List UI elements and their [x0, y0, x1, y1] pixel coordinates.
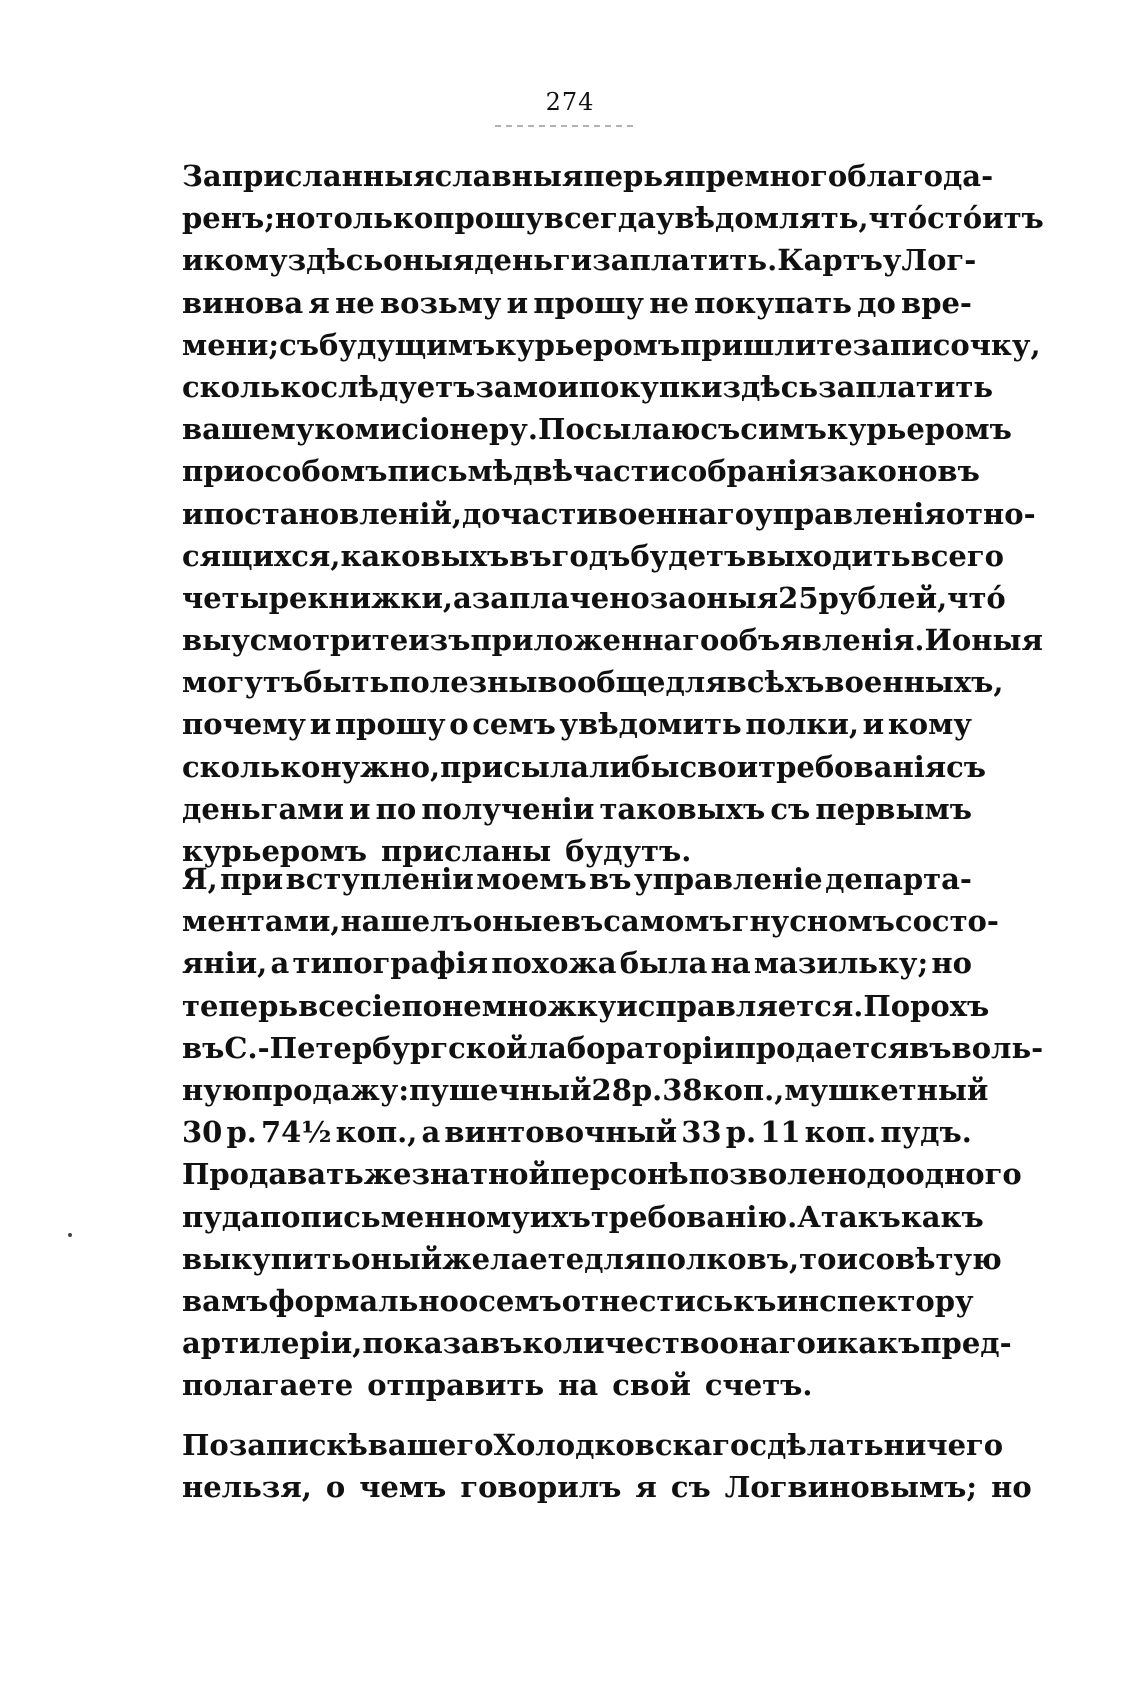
- word: свой: [612, 1368, 691, 1403]
- word: съ: [279, 327, 319, 362]
- text-line: [182, 900, 999, 942]
- word: немножку: [442, 988, 617, 1023]
- text-line: [182, 577, 1006, 619]
- text-line: [182, 788, 972, 830]
- word: о: [449, 707, 469, 742]
- word: законовъ: [819, 454, 980, 489]
- word: За: [182, 159, 222, 193]
- word: я: [635, 1470, 657, 1505]
- word: яніи,: [182, 946, 268, 981]
- text-line: [182, 1466, 1032, 1508]
- word: могутъ: [182, 665, 304, 700]
- word: винова: [182, 285, 304, 320]
- word: все: [298, 988, 355, 1023]
- word: военныхъ,: [824, 665, 1004, 700]
- word: винтовочный: [444, 1115, 678, 1150]
- word: чтó: [947, 580, 1006, 615]
- word: книжки,: [307, 580, 453, 615]
- word: для: [584, 1241, 646, 1276]
- word: лабораторіи: [527, 1030, 735, 1065]
- word: пудъ.: [880, 1115, 972, 1150]
- word: быть: [303, 665, 390, 700]
- word: записочку,: [852, 327, 1041, 362]
- word: собранія: [670, 454, 820, 489]
- word: первымъ: [815, 791, 972, 826]
- word: съ: [946, 749, 987, 784]
- text-line: [182, 535, 1004, 577]
- margin-speck: [68, 1233, 72, 1237]
- word: 25: [778, 580, 819, 615]
- word: нельзя,: [182, 1470, 312, 1505]
- word: коп.,: [702, 1072, 785, 1107]
- word: типографія: [292, 946, 488, 981]
- word: курьеромъ: [495, 327, 681, 362]
- text-line: [182, 239, 977, 281]
- word: прошу: [433, 201, 544, 236]
- word: то: [799, 1241, 837, 1276]
- word: счетъ.: [704, 1368, 813, 1403]
- word: По: [182, 1428, 229, 1462]
- word: возьму: [380, 285, 502, 320]
- word: Порохъ: [863, 988, 990, 1023]
- word: военнаго: [597, 496, 755, 531]
- word: премного: [684, 159, 848, 193]
- word: полки,: [745, 707, 859, 742]
- word: а: [452, 580, 472, 615]
- text-line: [182, 1280, 972, 1322]
- word: Посылаю: [537, 412, 701, 447]
- text-line: [182, 366, 994, 408]
- word: Я,: [182, 862, 218, 896]
- word: съ: [700, 412, 741, 447]
- word: усмотрите: [231, 623, 409, 658]
- word: знатной: [411, 1157, 551, 1192]
- word: слѣдуетъ: [320, 369, 476, 404]
- text-line: [182, 324, 1041, 366]
- word: требованію.: [590, 1199, 798, 1234]
- word: почему: [182, 707, 307, 742]
- word: присылали: [440, 749, 632, 784]
- word: показавъ: [362, 1326, 523, 1361]
- word: вашему: [182, 412, 315, 447]
- word: говорилъ: [460, 1470, 622, 1505]
- word: ренъ;: [182, 201, 275, 236]
- word: 74½: [260, 1115, 332, 1150]
- word: о: [325, 1470, 346, 1505]
- word: четыре: [182, 580, 308, 615]
- word: воль-: [951, 1030, 1044, 1065]
- word: и: [506, 285, 529, 320]
- page-number: 274: [545, 88, 595, 116]
- word: вступленіи: [285, 862, 474, 896]
- word: кому: [203, 243, 288, 278]
- word: отно-: [945, 496, 1036, 531]
- word: самомъ: [603, 904, 732, 939]
- word: продается: [734, 1030, 910, 1065]
- word: при: [182, 454, 246, 489]
- word: и: [836, 1241, 858, 1276]
- word: въ: [560, 904, 604, 939]
- word: всѣхъ: [726, 665, 825, 700]
- text-line: [182, 619, 1043, 661]
- word: р.: [226, 1115, 257, 1150]
- word: до: [866, 1157, 906, 1192]
- word: курьеромъ: [182, 834, 367, 868]
- word: инспектору: [776, 1283, 974, 1318]
- word: С.-Петербургской: [224, 1030, 528, 1065]
- word: таковыхъ: [599, 791, 766, 826]
- paragraph: [182, 155, 1044, 872]
- word: Логвиновымъ;: [724, 1470, 978, 1505]
- word: до: [857, 285, 896, 320]
- word: ную: [182, 1072, 252, 1107]
- word: пуда: [182, 1199, 260, 1234]
- word: отнестись: [561, 1283, 734, 1318]
- word: мазильку;: [753, 946, 929, 981]
- word: исправляется.: [616, 988, 864, 1023]
- text-line: [182, 1424, 1004, 1466]
- word: Лог-: [901, 243, 977, 278]
- paragraph: [182, 1424, 1032, 1508]
- word: оные: [472, 904, 561, 939]
- word: только: [315, 201, 434, 236]
- word: моемъ: [476, 862, 587, 896]
- word: письменному: [300, 1199, 530, 1234]
- word: комисіонеру.: [314, 412, 538, 447]
- word: и: [862, 707, 885, 742]
- word: 30: [182, 1115, 223, 1150]
- word: запискѣ: [228, 1428, 368, 1462]
- text-line: [182, 408, 1012, 450]
- word: онаго: [719, 1326, 816, 1361]
- word: заплатить.: [592, 243, 778, 278]
- word: купить: [231, 1241, 352, 1276]
- word: теперь: [182, 988, 299, 1023]
- word: сколько: [182, 749, 321, 784]
- word: полковъ,: [645, 1241, 800, 1276]
- word: Картъ: [777, 243, 883, 278]
- word: вре-: [901, 285, 972, 320]
- word: состо-: [894, 904, 999, 939]
- word: чтó: [868, 201, 928, 236]
- word: была: [619, 946, 708, 981]
- word: а: [421, 1115, 441, 1150]
- word: годъ: [551, 538, 631, 573]
- word: особомъ: [245, 454, 388, 489]
- word: формально: [268, 1283, 459, 1318]
- word: въ: [909, 1030, 952, 1065]
- word: семъ: [478, 1283, 562, 1318]
- word: въ: [589, 862, 632, 896]
- word: и: [349, 791, 371, 826]
- text-line: [182, 661, 1004, 703]
- word: оныя: [687, 580, 779, 615]
- word: отправить: [367, 1368, 545, 1403]
- word: чемъ: [359, 1470, 447, 1505]
- word: р.: [631, 1072, 663, 1107]
- word: покупать: [694, 285, 852, 320]
- word: количество: [522, 1326, 720, 1361]
- word: коп.: [804, 1115, 877, 1150]
- word: семъ: [472, 707, 556, 742]
- word: вообще: [537, 665, 666, 700]
- word: Продавать: [182, 1157, 364, 1192]
- word: здѣсь: [722, 369, 819, 404]
- text-line: [182, 282, 972, 324]
- text-line: [182, 746, 987, 788]
- word: ихъ: [529, 1199, 591, 1234]
- word: за: [649, 580, 688, 615]
- word: по: [259, 1199, 301, 1234]
- word: сящихся,: [182, 538, 341, 573]
- word: 11: [760, 1115, 801, 1150]
- word: съ: [670, 1470, 711, 1505]
- text-line: [182, 493, 1036, 535]
- text-line: [182, 1238, 1002, 1280]
- text-line: [182, 1027, 1044, 1069]
- word: оныя: [951, 623, 1043, 658]
- word: всегда: [543, 201, 656, 236]
- word: оный: [351, 1241, 443, 1276]
- text-line: [182, 1069, 989, 1111]
- text-line: [182, 155, 994, 197]
- word: мушкетный: [784, 1072, 989, 1107]
- word: и: [182, 496, 204, 531]
- word: покупки: [578, 369, 723, 404]
- word: на: [558, 1368, 599, 1403]
- word: же: [363, 1157, 412, 1192]
- word: свои: [679, 749, 759, 784]
- word: о: [458, 1283, 479, 1318]
- word: сдѣлать: [749, 1428, 884, 1462]
- word: прошу: [533, 285, 644, 320]
- word: ментами,: [182, 904, 341, 939]
- decorative-rule: [495, 124, 635, 128]
- word: деньги: [474, 243, 593, 278]
- word: по: [401, 988, 443, 1023]
- word: нашелъ: [340, 904, 473, 939]
- word: съ: [770, 791, 811, 826]
- paragraph: [182, 858, 1044, 1406]
- text-line: [182, 942, 972, 984]
- word: по: [375, 791, 417, 826]
- word: при: [220, 862, 284, 896]
- word: части: [573, 454, 671, 489]
- word: А: [797, 1199, 821, 1234]
- word: заплачено: [471, 580, 650, 615]
- word: прошу: [334, 707, 446, 742]
- word: персонѣ: [550, 1157, 689, 1192]
- word: у: [882, 243, 902, 278]
- word: а: [270, 946, 290, 981]
- word: р.: [725, 1115, 757, 1150]
- word: не: [335, 285, 375, 320]
- word: управленіе: [634, 862, 823, 896]
- word: коп.,: [335, 1115, 418, 1150]
- word: курьеромъ: [826, 412, 1012, 447]
- word: постановленій,: [203, 496, 462, 531]
- word: похожа: [491, 946, 617, 981]
- word: въ: [509, 538, 552, 573]
- word: для: [665, 665, 727, 700]
- word: Холодковскаго: [493, 1428, 750, 1462]
- word: какъ: [837, 1326, 921, 1361]
- text-line: [182, 197, 1044, 239]
- word: И: [924, 623, 952, 658]
- word: двѣ: [513, 454, 574, 489]
- word: бы: [631, 749, 680, 784]
- word: увѣдомить: [559, 707, 742, 742]
- text-line: [182, 1153, 1022, 1195]
- word: увѣдомлять,: [655, 201, 869, 236]
- word: 33: [681, 1115, 722, 1150]
- text-line: [182, 985, 990, 1027]
- word: вы: [182, 623, 232, 658]
- word: письмѣ: [387, 454, 514, 489]
- word: сіе: [354, 988, 402, 1023]
- word: желаете: [442, 1241, 585, 1276]
- word: управленія: [754, 496, 946, 531]
- word: перья: [583, 159, 685, 193]
- word: нужно,: [320, 749, 441, 784]
- word: въ: [182, 1030, 225, 1065]
- text-line: [182, 703, 972, 745]
- word: полагаете: [182, 1368, 354, 1403]
- word: будущимъ: [319, 327, 496, 362]
- word: присланы: [380, 834, 552, 868]
- word: объявленія.: [719, 623, 925, 658]
- word: оныя: [383, 243, 475, 278]
- word: сколько: [182, 369, 321, 404]
- word: 38: [662, 1072, 703, 1107]
- word: я: [308, 285, 330, 320]
- word: выходить: [746, 538, 911, 573]
- word: вы: [182, 1241, 232, 1276]
- word: но: [991, 1470, 1032, 1505]
- word: и: [182, 243, 204, 278]
- word: полезны: [389, 665, 538, 700]
- word: кому: [887, 707, 972, 742]
- word: позволено: [688, 1157, 867, 1192]
- word: присланныя: [221, 159, 435, 193]
- word: вашего: [367, 1428, 494, 1462]
- word: артилеріи,: [182, 1326, 363, 1361]
- word: деньгами: [182, 791, 344, 826]
- text-line: [182, 1111, 972, 1153]
- word: пред-: [920, 1326, 1012, 1361]
- word: требованія: [758, 749, 947, 784]
- word: 28: [591, 1072, 632, 1107]
- word: вамъ: [182, 1283, 269, 1318]
- word: къ: [733, 1283, 777, 1318]
- word: рублей,: [818, 580, 948, 615]
- text-line: [182, 1322, 1012, 1364]
- word: заплатить: [818, 369, 994, 404]
- word: мои: [512, 369, 579, 404]
- word: до: [461, 496, 501, 531]
- word: пришлите: [680, 327, 853, 362]
- word: совѣтую: [857, 1241, 1002, 1276]
- word: здѣсь: [287, 243, 384, 278]
- word: благода-: [847, 159, 994, 193]
- word: не: [649, 285, 689, 320]
- word: продажу:: [251, 1072, 410, 1107]
- word: какъ: [900, 1199, 984, 1234]
- word: и: [815, 1326, 838, 1361]
- word: гнусномъ: [731, 904, 895, 939]
- word: ничего: [883, 1428, 1004, 1462]
- word: симъ: [740, 412, 827, 447]
- text-line: [182, 858, 972, 900]
- word: пушечный: [409, 1072, 592, 1107]
- word: каковыхъ: [340, 538, 510, 573]
- text-line: [182, 1364, 972, 1406]
- word: но: [274, 201, 316, 236]
- word: полученіи: [421, 791, 595, 826]
- word: будетъ: [630, 538, 747, 573]
- word: департа-: [825, 862, 972, 896]
- word: всего: [910, 538, 1004, 573]
- word: такъ: [820, 1199, 901, 1234]
- word: изъ: [408, 623, 471, 658]
- text-line: [182, 450, 980, 492]
- word: части: [500, 496, 598, 531]
- word: на: [710, 946, 751, 981]
- word: славныя: [434, 159, 584, 193]
- word: приложеннаго: [470, 623, 720, 658]
- word: мени;: [182, 327, 280, 362]
- word: будутъ.: [565, 834, 692, 868]
- word: но: [931, 946, 972, 981]
- word: стóитъ: [927, 201, 1044, 236]
- word: и: [309, 707, 332, 742]
- text-line: [182, 1196, 984, 1238]
- word: одного: [905, 1157, 1022, 1192]
- word: за: [475, 369, 513, 404]
